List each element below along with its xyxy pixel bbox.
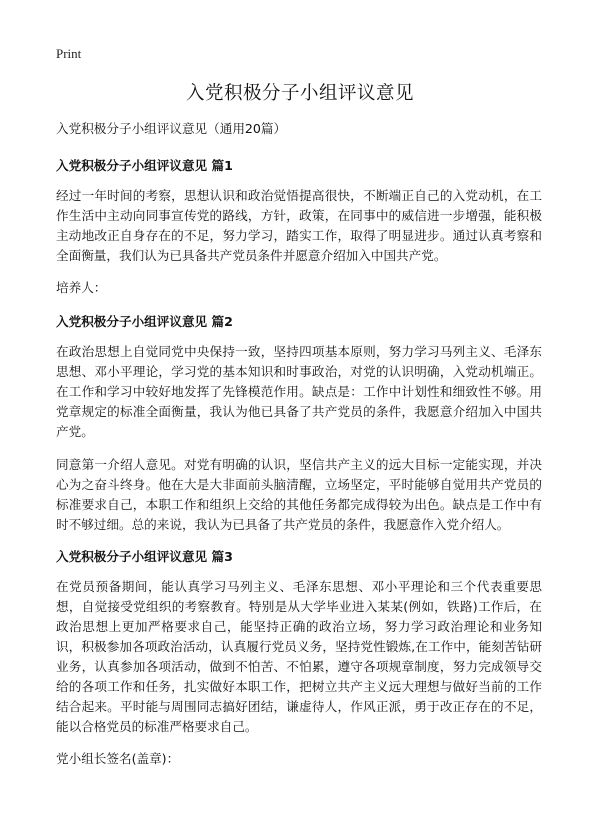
paragraph: 在政治思想上自觉同党中央保持一致，坚持四项基本原则，努力学习马列主义、毛泽东思想、邓小平理论，学习党的基本知识和时事政治，对党的认识明确，入党动机端正。在工作和学习中较好地发挥了先锋模范作用。缺点是：工作中计划性和细致性不够。用党章规定的标准全面衡量，我认为他已具备了共产党员的条件，我愿意介绍加入中国共产党。 xyxy=(56,344,542,439)
section-heading: 入党积极分子小组评议意见 篇2 xyxy=(56,314,233,329)
page-title: 入党积极分子小组评议意见 xyxy=(185,83,414,104)
paragraph: 同意第一介绍人意见。对党有明确的认识，坚信共产主义的远大目标一定能实现，并决心为之奋斗终身。他在大是大非面前头脑清醒，立场坚定，平时能够自觉用共产党员的标准要求自己，本职工作和组织上交给的其他任务都完成得较为出色。缺点是工作中有时不够过细。总的来说，我认为已具备了共产党员的条件，我愿意作入党介绍人。 xyxy=(56,457,542,532)
signature-line: 培养人： xyxy=(56,280,107,295)
section-heading: 入党积极分子小组评议意见 篇1 xyxy=(56,158,233,173)
section-heading: 入党积极分子小组评议意见 篇3 xyxy=(56,549,233,564)
section-3 xyxy=(56,548,542,768)
section-1 xyxy=(56,157,542,297)
section-2 xyxy=(56,313,542,535)
paragraph: 在党员预备期间，能认真学习马列主义、毛泽东思想、邓小平理论和三个代表重要思想，自觉接受党组织的考察教育。特别是从大学毕业进入某某(例如，铁路)工作后，在政治思想上更加严格要求自己，能坚持正确的政治立场，努力学习政治理论和业务知识，积极参加各项政治活动，认真履行党员义务，坚持党性锻炼,在工作中，能刻苦钻研业务，认真参加各项活动，做到不怕苦、不怕累，遵守各项规章制度，努力完成领导交给的各项工作和任务，扎实做好本职工作，把树立共产主义远大理想与做好当前的工作结合起来。平时能与周围同志搞好团结，谦虚待人，作风正派，勇于改正存在的不足，能以合格党员的标准严格要求自己。 xyxy=(56,579,542,734)
paragraph: 经过一年时间的考察，思想认识和政治觉悟提高很快，不断端正自己的入党动机，在工作生活中主动向同事宣传党的路线，方针，政策，在同事中的威信进一步增强，能积极主动地改正自身存在的不足，努力学习，踏实工作，取得了明显进步。通过认真考察和全面衡量，我们认为已具备共产党员条件并愿意介绍加入中国共产党。 xyxy=(56,188,542,263)
signature-line: 党小组长签名(盖章)： xyxy=(56,751,180,766)
document-body xyxy=(56,120,542,784)
print-link[interactable]: Print xyxy=(56,46,82,61)
document-subtitle: 入党积极分子小组评议意见（通用20篇） xyxy=(56,121,287,136)
